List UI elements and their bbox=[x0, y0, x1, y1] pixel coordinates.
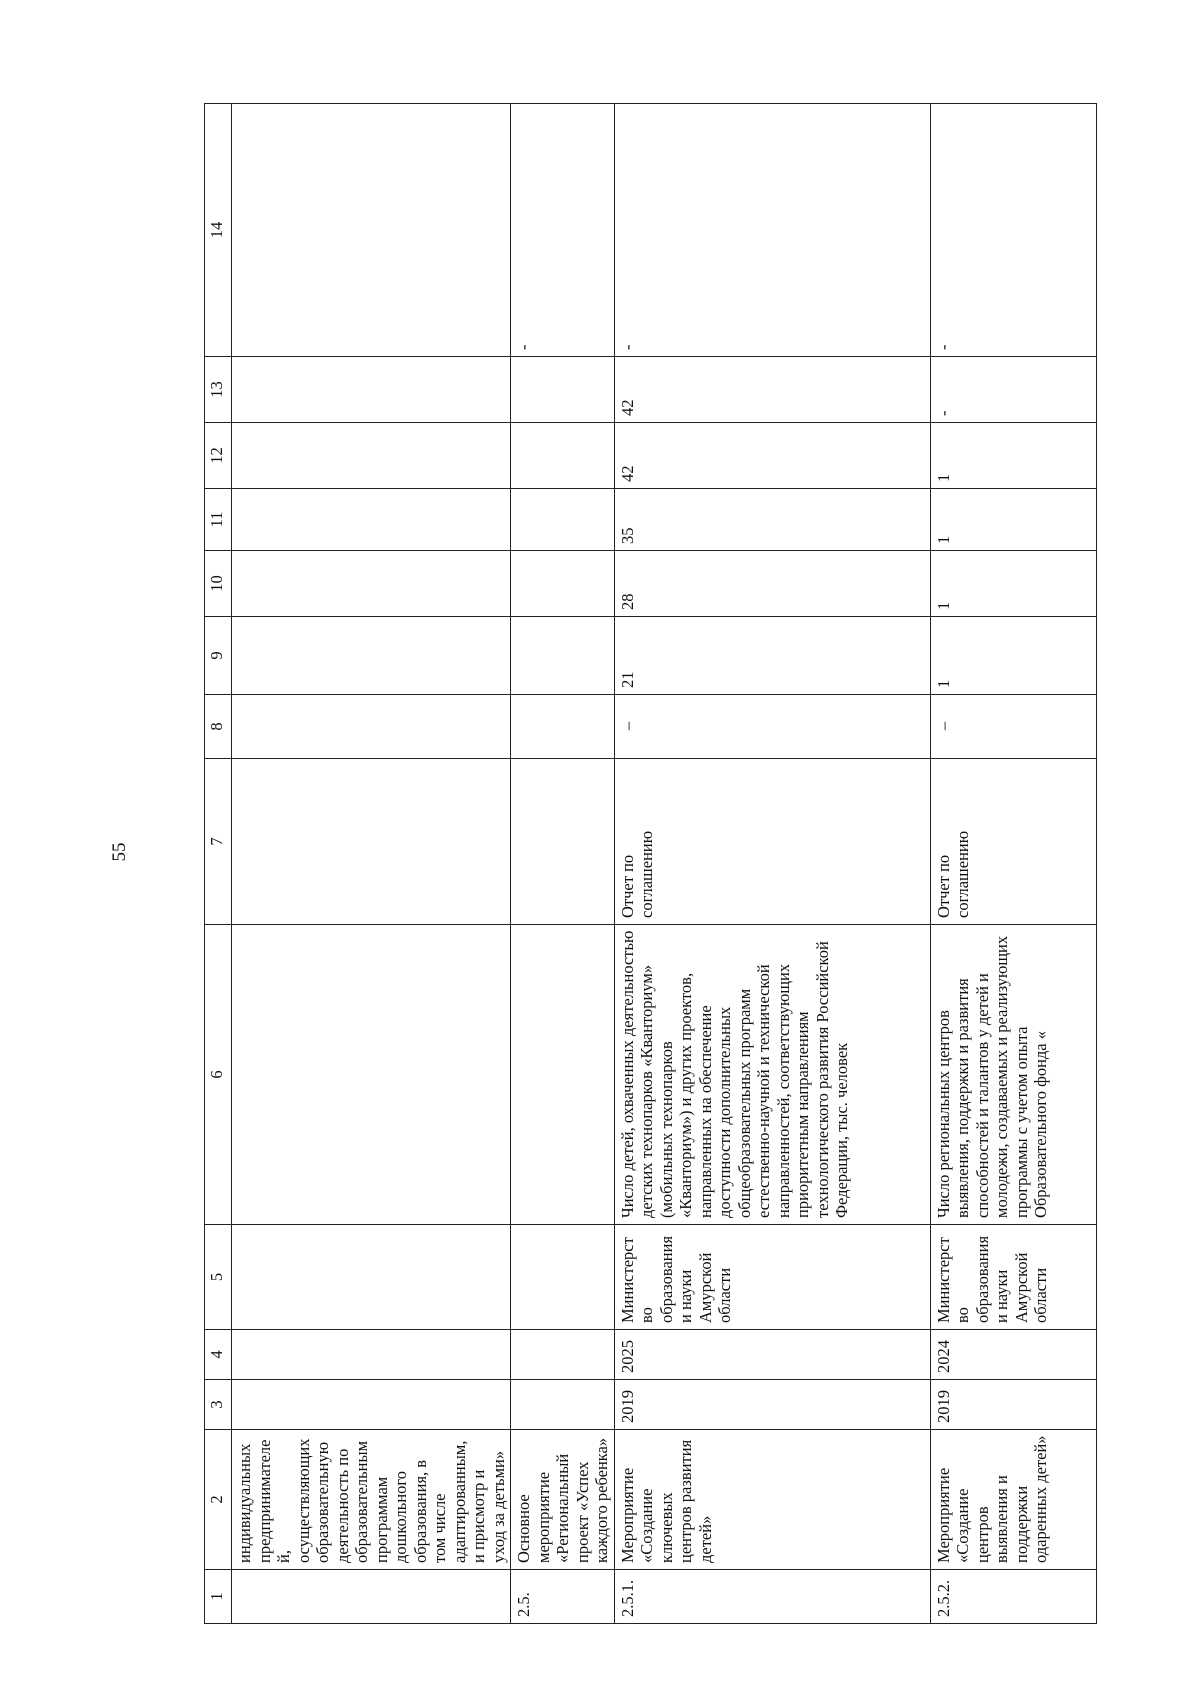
row-number: 2.5. bbox=[511, 1570, 615, 1624]
rotated-table-wrapper bbox=[204, 104, 1110, 1624]
program-activities-table bbox=[204, 103, 1097, 1624]
value-2020 bbox=[232, 617, 511, 695]
indicator: Число детей, охваченных деятельностью детских технопарков «Кванториум» (мобильных технопарков «Кванториум») и других проектов, направленных на обеспечение доступности дополнительных общеобразовательных программ естественно-научной и технической направленностей, соответствующих приоритетным направлениям технологического развития Российской Федерации, тыс. человек bbox=[614, 925, 930, 1225]
col-header: 14 bbox=[205, 104, 232, 357]
value-2025: - bbox=[511, 104, 615, 357]
value-2023: 42 bbox=[614, 423, 930, 489]
value-2019 bbox=[511, 695, 615, 759]
value-2022 bbox=[511, 489, 615, 551]
col-header: 11 bbox=[205, 489, 232, 551]
source: Отчет по соглашению bbox=[614, 759, 930, 925]
value-2022 bbox=[232, 489, 511, 551]
value-2023: 1 bbox=[930, 423, 1096, 489]
value-2019: – bbox=[930, 695, 1096, 759]
col-header: 6 bbox=[205, 925, 232, 1225]
col-header: 12 bbox=[205, 423, 232, 489]
row-number: 2.5.1. bbox=[614, 1570, 930, 1624]
table-row bbox=[511, 104, 615, 1624]
activity-name: индивидуальных предпринимателей, осуществляющих образовательную деятельность по образовательным программам дошкольного образования, в том числе адаптированным, и присмотр и уход за детьми» bbox=[232, 1430, 511, 1570]
value-2021 bbox=[511, 551, 615, 617]
col-header: 3 bbox=[205, 1380, 232, 1430]
value-2020: 21 bbox=[614, 617, 930, 695]
value-2025: - bbox=[930, 104, 1096, 357]
value-2024 bbox=[511, 357, 615, 423]
end-year bbox=[511, 1330, 615, 1380]
executor bbox=[232, 1225, 511, 1330]
start-year bbox=[511, 1380, 615, 1430]
col-header: 2 bbox=[205, 1430, 232, 1570]
value-2023 bbox=[232, 423, 511, 489]
row-number bbox=[232, 1570, 511, 1624]
start-year: 2019 bbox=[930, 1380, 1096, 1430]
value-2025 bbox=[232, 104, 511, 357]
indicator bbox=[511, 925, 615, 1225]
value-2024: 42 bbox=[614, 357, 930, 423]
end-year bbox=[232, 1330, 511, 1380]
row-number: 2.5.2. bbox=[930, 1570, 1096, 1624]
col-header: 7 bbox=[205, 759, 232, 925]
page-number: 55 bbox=[109, 842, 130, 862]
value-2021 bbox=[232, 551, 511, 617]
header-row bbox=[205, 104, 232, 1624]
value-2023 bbox=[511, 423, 615, 489]
value-2021: 28 bbox=[614, 551, 930, 617]
table-row bbox=[614, 104, 930, 1624]
value-2024 bbox=[232, 357, 511, 423]
col-header: 5 bbox=[205, 1225, 232, 1330]
value-2025: - bbox=[614, 104, 930, 357]
value-2020: 1 bbox=[930, 617, 1096, 695]
end-year: 2025 bbox=[614, 1330, 930, 1380]
value-2019: – bbox=[614, 695, 930, 759]
col-header: 13 bbox=[205, 357, 232, 423]
start-year: 2019 bbox=[614, 1380, 930, 1430]
table-row bbox=[232, 104, 511, 1624]
indicator bbox=[232, 925, 511, 1225]
value-2022: 1 bbox=[930, 489, 1096, 551]
executor bbox=[511, 1225, 615, 1330]
activity-name: Мероприятие «Создание ключевых центров развития детей» bbox=[614, 1430, 930, 1570]
executor: Министерство образования и науки Амурской области bbox=[930, 1225, 1096, 1330]
source bbox=[232, 759, 511, 925]
value-2019 bbox=[232, 695, 511, 759]
activity-name: Основное мероприятие «Региональный проект «Успех каждого ребенка» bbox=[511, 1430, 615, 1570]
col-header: 1 bbox=[205, 1570, 232, 1624]
start-year bbox=[232, 1380, 511, 1430]
indicator: Число региональных центров выявления, поддержки и развития способностей и талантов у детей и молодежи, создаваемых и реализующих программы с учетом опыта Образовательного фонда « bbox=[930, 925, 1096, 1225]
source: Отчет по соглашению bbox=[930, 759, 1096, 925]
col-header: 10 bbox=[205, 551, 232, 617]
value-2020 bbox=[511, 617, 615, 695]
end-year: 2024 bbox=[930, 1330, 1096, 1380]
col-header: 4 bbox=[205, 1330, 232, 1380]
col-header: 8 bbox=[205, 695, 232, 759]
col-header: 9 bbox=[205, 617, 232, 695]
value-2024: - bbox=[930, 357, 1096, 423]
activity-name: Мероприятие «Создание центров выявления и поддержки одаренных детей» bbox=[930, 1430, 1096, 1570]
source bbox=[511, 759, 615, 925]
value-2022: 35 bbox=[614, 489, 930, 551]
value-2021: 1 bbox=[930, 551, 1096, 617]
table-row bbox=[930, 104, 1096, 1624]
executor: Министерство образования и науки Амурской области bbox=[614, 1225, 930, 1330]
